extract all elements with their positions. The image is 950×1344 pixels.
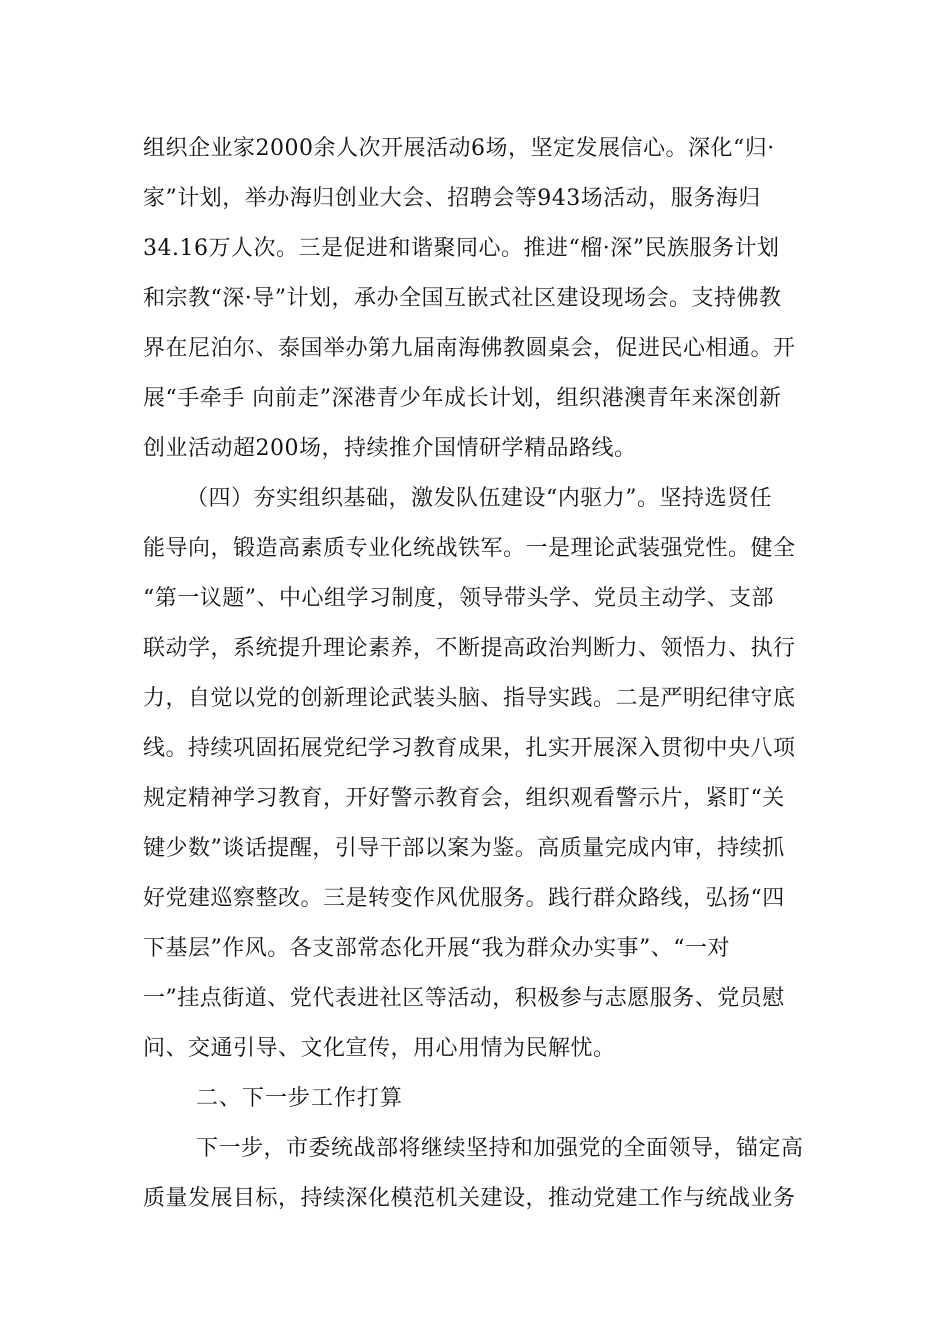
- paragraph-line: 质量发展目标，持续深化模范机关建设，推动党建工作与统战业务: [143, 1186, 796, 1211]
- section-heading: 二、下一步工作打算: [196, 1086, 404, 1111]
- paragraph-line: 展“手牵手 向前走”深港青少年成长计划，组织港澳青年来深创新: [143, 386, 782, 411]
- paragraph-line: 键少数”谈话提醒，引导干部以案为鉴。高质量完成内审，持续抓: [143, 836, 785, 861]
- paragraph-line: 力，自觉以党的创新理论武装头脑、指导实践。二是严明纪律守底: [143, 686, 796, 711]
- section-heading-line: （四）夯实组织基础，激发队伍建设“内驱力”。坚持选贤任: [186, 486, 772, 511]
- paragraph-line: 创业活动超200场，持续推介国情研学精品路线。: [143, 436, 637, 461]
- paragraph-line: 和宗教“深·导”计划，承办全国互嵌式社区建设现场会。支持佛教: [143, 286, 782, 311]
- paragraph-line: 规定精神学习教育，开好警示教育会，组织观看警示片，紧盯“关: [143, 786, 785, 811]
- paragraph-line: “第一议题”、中心组学习制度，领导带头学、党员主动学、支部: [143, 586, 774, 611]
- paragraph-line: 界在尼泊尔、泰国举办第九届南海佛教圆桌会，促进民心相通。开: [143, 336, 796, 361]
- paragraph-line: 34.16万人次。三是促进和谐聚同心。推进“榴·深”民族服务计划: [143, 236, 780, 261]
- paragraph-line: 能导向，锻造高素质专业化统战铁军。一是理论武装强党性。健全: [143, 536, 796, 561]
- paragraph-line: 好党建巡察整改。三是转变作风优服务。践行群众路线，弘扬“四: [143, 886, 785, 911]
- paragraph-line: 下基层”作风。各支部常态化开展“我为群众办实事”、“一对: [143, 936, 730, 961]
- paragraph-line: 问、交通引导、文化宣传，用心用情为民解忧。: [143, 1036, 616, 1061]
- paragraph-line: 线。持续巩固拓展党纪学习教育成果，扎实开展深入贯彻中央八项: [143, 736, 796, 761]
- paragraph-line: 联动学，系统提升理论素养，不断提高政治判断力、领悟力、执行: [143, 636, 796, 661]
- paragraph-line: 家”计划，举办海归创业大会、招聘会等943场活动，服务海归: [143, 186, 761, 211]
- paragraph-line: 组织企业家2000余人次开展活动6场，坚定发展信心。深化“归·: [143, 136, 775, 161]
- paragraph-line: 一”挂点街道、党代表进社区等活动，积极参与志愿服务、党员慰: [143, 986, 785, 1011]
- paragraph-line: 下一步，市委统战部将继续坚持和加强党的全面领导，锚定高: [196, 1136, 804, 1161]
